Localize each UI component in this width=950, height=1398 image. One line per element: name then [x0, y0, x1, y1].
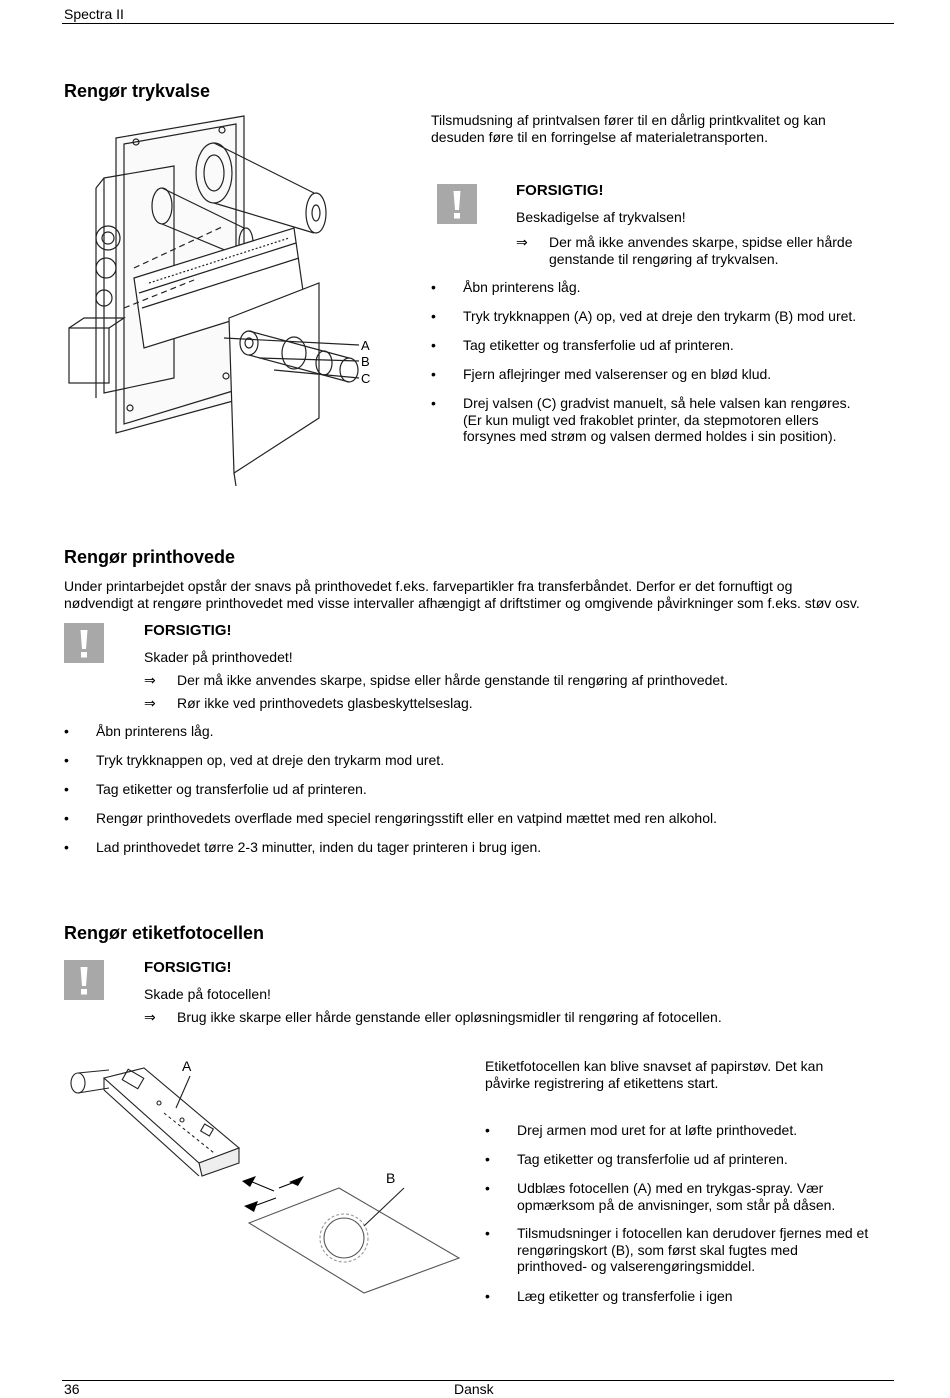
section-heading-trykvalse: Rengør trykvalse [64, 81, 211, 101]
bullet-icon: • [431, 308, 436, 324]
arrow-icon: ⇒ [144, 1009, 156, 1025]
figure-label-b: B [386, 1170, 396, 1186]
bullet-icon: • [431, 279, 436, 295]
arrow-icon: ⇒ [516, 234, 528, 250]
intro-line: Tilsmudsning af printvalsen fører til en dårlig printkvalitet og kan [431, 112, 826, 128]
intro-line: påvirke registrering af etikettens start. [485, 1074, 719, 1091]
bullet-icon: • [431, 366, 436, 382]
warning-icon [64, 960, 104, 1000]
warning-title: FORSIGTIG! [516, 182, 604, 199]
figure-label-a: A [182, 1058, 192, 1074]
warning-arrow-item: ⇒ Der må ikke anvendes skarpe, spidse eller hårde genstande til rengøring af printhovedet. [144, 672, 728, 688]
figure-label-c: C [361, 371, 371, 386]
warning-arrow-item: ⇒ Rør ikke ved printhovedets glasbeskyttelseslag. [144, 695, 473, 711]
page-number: 36 [64, 1381, 80, 1397]
warning-title: FORSIGTIG! [144, 959, 232, 976]
bullet-icon: • [431, 337, 436, 353]
warning-arrow-item: ⇒ Der må ikke anvendes skarpe, spidse eller hårde genstande til rengøring af trykvalsen. [516, 234, 853, 267]
bullet-icon: • [485, 1288, 490, 1304]
exclamation-icon [437, 184, 477, 224]
section-heading-printhovede: Rengør printhovede [64, 547, 236, 567]
warning-subtitle: Beskadigelse af trykvalsen! [516, 209, 686, 225]
exclamation-icon [64, 623, 104, 663]
exclamation-icon [64, 960, 104, 1000]
intro-text [431, 112, 826, 145]
bullet-icon: • [485, 1122, 490, 1138]
photocell-figure [64, 1058, 464, 1298]
figure-label-b: B [361, 354, 370, 369]
warning-icon [437, 184, 477, 224]
bullet-icon: • [64, 839, 69, 855]
footer-language: Dansk [454, 1381, 494, 1397]
intro-line: nødvendigt at rengøre printhovedet med visse intervaller afhængigt af driftstimer og omgivende påvirkninger som f.eks. støv osv. [64, 594, 860, 611]
bullet-icon: • [485, 1180, 490, 1196]
arrow-icon: ⇒ [144, 695, 156, 711]
arrow-icon: ⇒ [144, 672, 156, 688]
bullet-icon: • [64, 810, 69, 826]
printer-mechanism-figure [64, 108, 384, 488]
bullet-icon: • [431, 395, 436, 411]
intro-line: desuden føre til en forringelse af materialetransporten. [431, 128, 768, 145]
bullet-icon: • [64, 781, 69, 797]
bullet-icon: • [64, 752, 69, 768]
header-rule [62, 23, 894, 24]
warning-subtitle: Skader på printhovedet! [144, 649, 293, 665]
warning-title: FORSIGTIG! [144, 622, 232, 639]
warning-subtitle: Skade på fotocellen! [144, 986, 271, 1002]
bullet-icon: • [485, 1151, 490, 1167]
intro-line: Etiketfotocellen kan blive snavset af papirstøv. Det kan [485, 1058, 824, 1074]
section-heading-etiketfotocellen: Rengør etiketfotocellen [64, 923, 265, 943]
bullet-icon: • [64, 723, 69, 739]
intro-text [64, 578, 860, 611]
running-header: Spectra II [64, 6, 124, 22]
figure-label-a: A [361, 338, 370, 353]
warning-icon [64, 623, 104, 663]
intro-line: Under printarbejdet opstår der snavs på printhovedet f.eks. farvepartikler fra transferbåndet. Derfor er det fornuftigt og [64, 578, 793, 594]
warning-arrow-item: ⇒ Brug ikke skarpe eller hårde genstande eller opløsningsmidler til rengøring af fotocellen. [144, 1009, 722, 1025]
intro-text [485, 1058, 823, 1091]
bullet-icon: • [485, 1225, 490, 1241]
